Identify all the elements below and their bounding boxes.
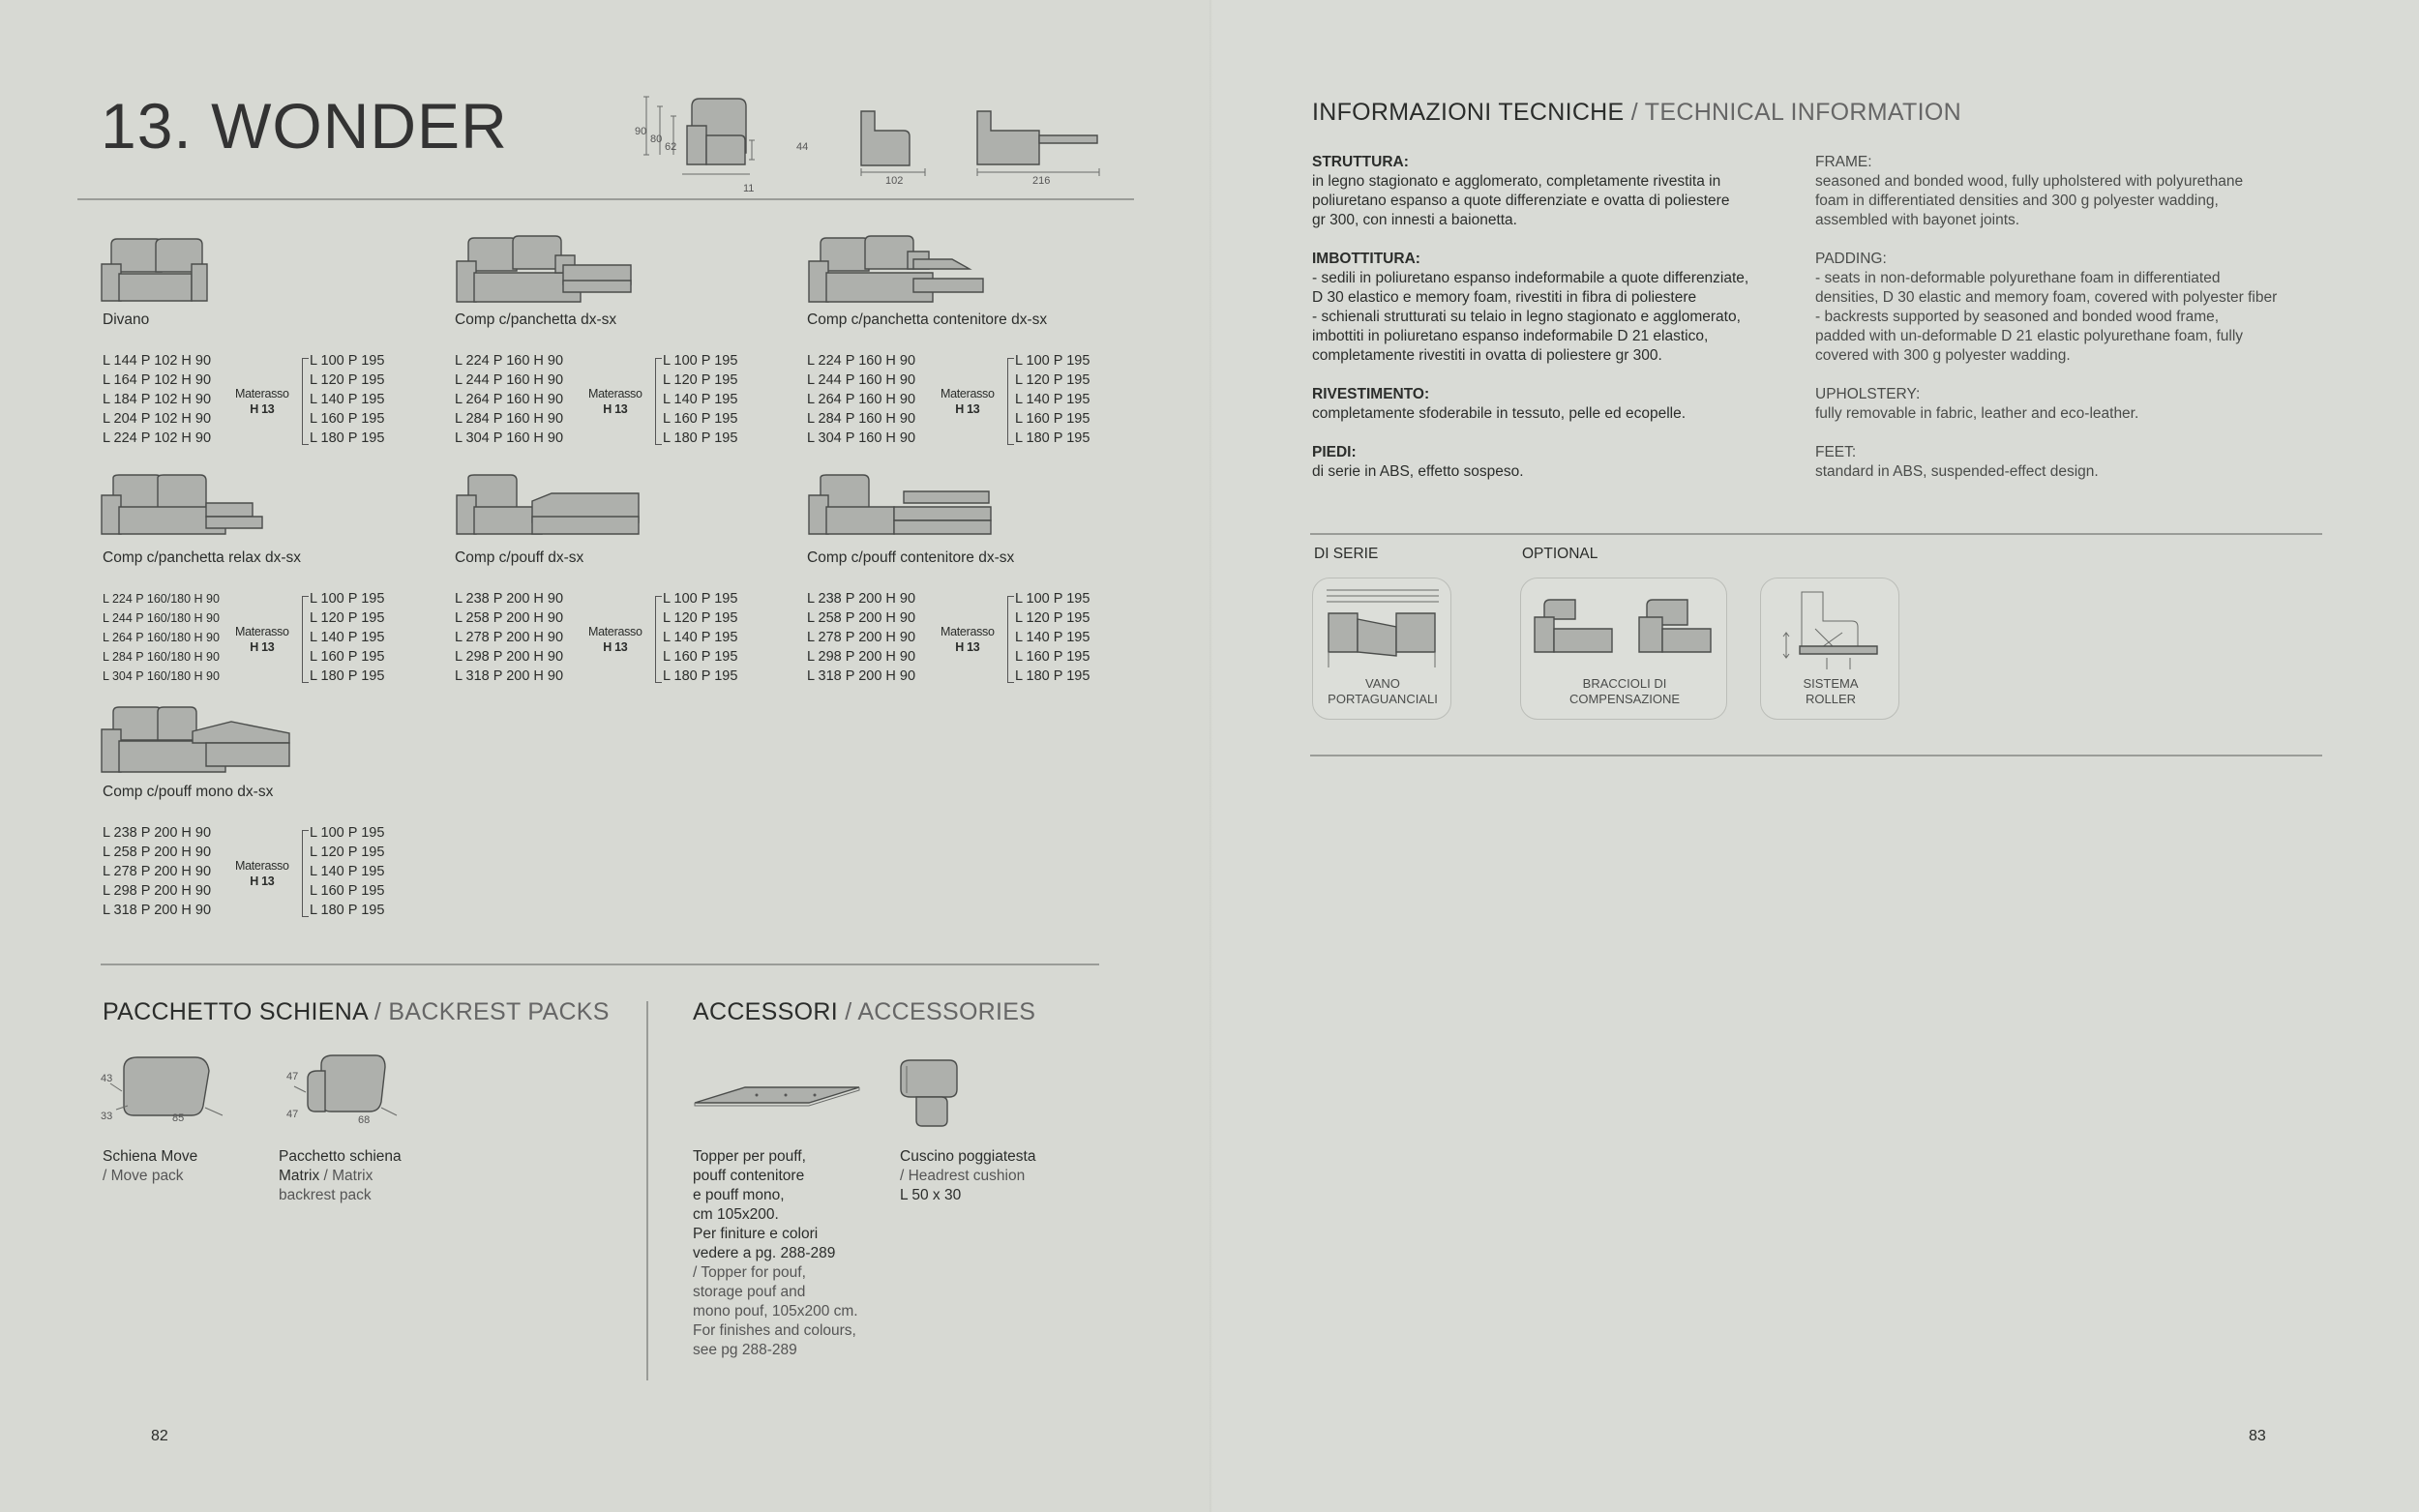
- label-en: / Headrest cushion: [900, 1168, 1026, 1184]
- dim-row: L 298 P 200 H 90: [807, 649, 916, 665]
- piedi-heading: PIEDI:: [1312, 444, 1357, 460]
- size-row: L 100 P 195: [663, 591, 738, 607]
- divano-icon: [100, 235, 216, 303]
- topper-drawing: [689, 1074, 863, 1122]
- compensation-armrests-icon: [1531, 588, 1718, 666]
- struttura-heading: STRUTTURA:: [1312, 154, 1409, 170]
- divano-dimensions: [103, 351, 211, 448]
- text-line: in legno stagionato e agglomerato, completamente rivestita in: [1312, 173, 1721, 190]
- dim-row: L 244 P 160 H 90: [807, 372, 916, 388]
- dim-row: L 284 P 160 H 90: [807, 411, 916, 427]
- label-en: / Matrix: [319, 1168, 373, 1184]
- product-title: 13. WONDER: [101, 90, 508, 162]
- config-name: Divano: [103, 311, 150, 328]
- size-row: L 140 P 195: [663, 630, 738, 645]
- dim-w2: 216: [1032, 175, 1051, 187]
- text-line: - sedili in poliuretano espanso indeformabile a quote differenziate,: [1312, 270, 1749, 286]
- dim-row: L 318 P 200 H 90: [807, 668, 916, 684]
- text-line: completamente sfoderabile in tessuto, pelle ed ecopelle.: [1312, 405, 1687, 422]
- dim-row: L 284 P 160 H 90: [455, 411, 564, 427]
- dim-row: L 278 P 200 H 90: [103, 864, 212, 879]
- dim-row: L 244 P 160/180 H 90: [103, 611, 220, 625]
- size-row: L 160 P 195: [1015, 649, 1090, 665]
- mattress-sizes: [1015, 351, 1090, 448]
- mattress-sizes: [310, 589, 384, 686]
- text-line: imbottiti in poliuretano espanso indeformabile D 21 elastico,: [1312, 328, 1709, 344]
- di-serie-label: DI SERIE: [1314, 546, 1379, 562]
- size-row: L 120 P 195: [310, 372, 385, 388]
- config-name: Comp c/panchetta contenitore dx-sx: [807, 311, 1048, 328]
- size-row: L 140 P 195: [310, 864, 385, 879]
- section-divider: [101, 964, 1099, 965]
- option-line: VANO: [1365, 676, 1400, 691]
- materasso-height: H 13: [250, 402, 275, 416]
- size-row: L 180 P 195: [310, 668, 385, 684]
- size-row: L 160 P 195: [663, 649, 738, 665]
- materasso-label: [588, 386, 642, 417]
- label-it: pouff contenitore: [693, 1168, 805, 1184]
- label-en: / Topper for pouf,: [693, 1264, 806, 1281]
- text-line: standard in ABS, suspended-effect design.: [1815, 463, 2099, 480]
- mattress-sizes: [310, 351, 384, 448]
- label-en: storage pouf and: [693, 1284, 806, 1300]
- option-line: COMPENSAZIONE: [1568, 692, 1681, 706]
- materasso-height: H 13: [603, 640, 628, 654]
- dim-row: L 244 P 160 H 90: [455, 372, 564, 388]
- materasso-label: [235, 858, 289, 889]
- backrest-subtitle: / BACKREST PACKS: [373, 998, 610, 1025]
- label-en: mono pouf, 105x200 cm.: [693, 1303, 858, 1319]
- size-row: L 160 P 195: [310, 649, 385, 665]
- pouff-mono-icon: [100, 706, 293, 774]
- page-number: 83: [2249, 1428, 2266, 1444]
- dim-w1: 102: [885, 175, 904, 187]
- frame-heading: FRAME:: [1815, 154, 1872, 170]
- dim-row: L 224 P 160/180 H 90: [103, 592, 220, 606]
- config-name: Comp c/panchetta relax dx-sx: [103, 549, 302, 566]
- right-page: [1210, 0, 2419, 1512]
- size-row: L 140 P 195: [310, 392, 385, 407]
- size-row: L 180 P 195: [663, 430, 738, 446]
- materasso-text: Materasso: [588, 625, 642, 638]
- dim-row: L 204 P 102 H 90: [103, 411, 212, 427]
- dim-row: L 224 P 160 H 90: [455, 353, 564, 369]
- dim-row: L 304 P 160/180 H 90: [103, 669, 220, 683]
- upholstery-heading: UPHOLSTERY:: [1815, 386, 1921, 402]
- page-number: 82: [151, 1428, 168, 1444]
- materasso-label: [941, 624, 995, 655]
- size-row: L 160 P 195: [310, 411, 385, 427]
- dim-row: L 298 P 200 H 90: [103, 883, 212, 899]
- dim-seat: 44: [796, 141, 809, 153]
- panchetta-relax-dimensions: [103, 589, 220, 686]
- accessories-subtitle: / ACCESSORIES: [845, 998, 1036, 1025]
- side-view-drawing: [861, 111, 925, 176]
- size-row: L 140 P 195: [1015, 392, 1090, 407]
- size-row: L 120 P 195: [663, 372, 738, 388]
- size-row: L 160 P 195: [663, 411, 738, 427]
- header-dimension-drawings: [629, 87, 1113, 198]
- size-row: L 140 P 195: [1015, 630, 1090, 645]
- bracket: [1007, 358, 1014, 445]
- bracket: [302, 830, 309, 917]
- option-line: SISTEMA: [1803, 676, 1859, 691]
- label-it: Cuscino poggiatesta: [900, 1148, 1036, 1165]
- pillow-compartment-icon: [1323, 584, 1443, 671]
- text-line: densities, D 30 elastic and memory foam, covered with polyester fiber: [1815, 289, 2278, 306]
- bracket: [655, 596, 662, 683]
- label-it: Matrix: [279, 1168, 320, 1184]
- option-sistema-roller: [1760, 578, 1899, 720]
- materasso-text: Materasso: [235, 387, 289, 400]
- option-vano-portaguanciali: [1312, 578, 1451, 720]
- matrix-pack-label: [279, 1147, 402, 1205]
- dim: 33: [101, 1111, 113, 1122]
- materasso-label: [588, 624, 642, 655]
- dim-row: L 264 P 160 H 90: [807, 392, 916, 407]
- size-row: L 100 P 195: [310, 591, 385, 607]
- dim-row: L 298 P 200 H 90: [455, 649, 564, 665]
- materasso-text: Materasso: [941, 625, 995, 638]
- text-line: seasoned and bonded wood, fully upholstered with polyurethane: [1815, 173, 2244, 190]
- dim-row: L 264 P 160 H 90: [455, 392, 564, 407]
- config-name: Comp c/pouff contenitore dx-sx: [807, 549, 1015, 566]
- backrest-section-title: [103, 998, 610, 1026]
- dim: 47: [286, 1071, 299, 1082]
- materasso-height: H 13: [955, 402, 980, 416]
- mattress-sizes: [663, 351, 737, 448]
- pouff-mono-dimensions: [103, 823, 211, 920]
- padding-heading: PADDING:: [1815, 251, 1887, 267]
- size-row: L 180 P 195: [1015, 668, 1090, 684]
- dim-row: L 258 P 200 H 90: [455, 610, 564, 626]
- dim-row: L 238 P 200 H 90: [103, 825, 212, 841]
- dim: 43: [101, 1073, 113, 1084]
- materasso-label: [235, 386, 289, 417]
- dim-row: L 224 P 102 H 90: [103, 430, 212, 446]
- materasso-text: Materasso: [588, 387, 642, 400]
- options-divider-top: [1310, 533, 2322, 535]
- tech-info-english: [1815, 153, 2318, 482]
- mattress-sizes: [663, 589, 737, 686]
- size-row: L 100 P 195: [1015, 591, 1090, 607]
- label-it: Pacchetto schiena: [279, 1148, 402, 1165]
- topper-label: [693, 1147, 858, 1360]
- pouff-contenitore-dimensions: [807, 589, 915, 686]
- size-row: L 140 P 195: [663, 392, 738, 407]
- text-line: padded with un-deformable D 21 elastic polyurethane foam, fully: [1815, 328, 2244, 344]
- options-divider-bottom: [1310, 755, 2322, 756]
- backrest-title: PACCHETTO SCHIENA: [103, 998, 368, 1025]
- size-row: L 100 P 195: [310, 825, 385, 841]
- pouff-contenitore-icon: [807, 474, 996, 537]
- text-line: - schienali strutturati su telaio in legno stagionato e agglomerato,: [1312, 309, 1741, 325]
- config-name: Comp c/pouff dx-sx: [455, 549, 584, 566]
- size-row: L 140 P 195: [310, 630, 385, 645]
- option-label: [1761, 676, 1900, 707]
- text-line: fully removable in fabric, leather and eco-leather.: [1815, 405, 2139, 422]
- dim-h2: 80: [650, 133, 663, 145]
- pouff-icon: [455, 474, 643, 537]
- dim-row: L 184 P 102 H 90: [103, 392, 212, 407]
- dim-row: L 278 P 200 H 90: [807, 630, 916, 645]
- option-line: ROLLER: [1805, 692, 1857, 706]
- bed-open-view-drawing: [977, 111, 1099, 176]
- config-name: Comp c/panchetta dx-sx: [455, 311, 617, 328]
- label-it: Topper per pouff,: [693, 1148, 806, 1165]
- tech-title: INFORMAZIONI TECNICHE: [1312, 99, 1625, 126]
- bracket: [1007, 596, 1014, 683]
- bracket: [302, 358, 309, 445]
- panchetta-relax-icon: [100, 474, 264, 537]
- mattress-sizes: [310, 823, 384, 920]
- dim-row: L 318 P 200 H 90: [455, 668, 564, 684]
- materasso-label: [235, 624, 289, 655]
- size-row: L 120 P 195: [310, 610, 385, 626]
- size-row: L 180 P 195: [310, 430, 385, 446]
- dim-h3: 62: [665, 141, 677, 153]
- size-row: L 100 P 195: [310, 353, 385, 369]
- bracket: [302, 596, 309, 683]
- config-name: Comp c/pouff mono dx-sx: [103, 784, 274, 800]
- tech-subtitle: / TECHNICAL INFORMATION: [1630, 99, 1961, 126]
- panchetta-contenitore-dimensions: [807, 351, 915, 448]
- label-it: e pouff mono,: [693, 1187, 785, 1203]
- optional-label: OPTIONAL: [1522, 546, 1598, 562]
- dim-row: L 144 P 102 H 90: [103, 353, 212, 369]
- label-it: Schiena Move: [103, 1148, 198, 1165]
- roller-system-icon: [1773, 584, 1889, 671]
- size-row: L 100 P 195: [663, 353, 738, 369]
- move-pack-label: [103, 1147, 197, 1186]
- vertical-divider: [646, 1001, 648, 1380]
- tech-info-italian: [1312, 153, 1806, 482]
- size-row: L 120 P 195: [1015, 610, 1090, 626]
- dim: 85: [172, 1112, 185, 1124]
- text-line: - backrests supported by seasoned and bonded wood frame,: [1815, 309, 2220, 325]
- label-it: cm 105x200.: [693, 1206, 779, 1223]
- size-row: L 160 P 195: [1015, 411, 1090, 427]
- dim-row: L 224 P 160 H 90: [807, 353, 916, 369]
- materasso-height: H 13: [603, 402, 628, 416]
- dim-row: L 258 P 200 H 90: [807, 610, 916, 626]
- dim-row: L 304 P 160 H 90: [455, 430, 564, 446]
- size-row: L 120 P 195: [1015, 372, 1090, 388]
- dim-depth: 11: [743, 183, 755, 194]
- header-divider: [77, 198, 1134, 200]
- text-line: foam in differentiated densities and 300 g polyester wadding,: [1815, 193, 2219, 209]
- text-line: poliuretano espanso a quote differenziate e ovatta di poliestere: [1312, 193, 1730, 209]
- accessories-title: ACCESSORI: [693, 998, 838, 1025]
- text-line: D 30 elastico e memory foam, rivestiti in fibra di poliestere: [1312, 289, 1697, 306]
- tech-info-title: [1312, 99, 1961, 127]
- feet-heading: FEET:: [1815, 444, 1857, 460]
- rivestimento-heading: RIVESTIMENTO:: [1312, 386, 1430, 402]
- dim-row: L 284 P 160/180 H 90: [103, 650, 220, 664]
- size-row: L 180 P 195: [663, 668, 738, 684]
- text-line: di serie in ABS, effetto sospeso.: [1312, 463, 1524, 480]
- dim-row: L 264 P 160/180 H 90: [103, 631, 220, 644]
- headrest-cushion-drawing: [895, 1056, 972, 1134]
- dim-row: L 304 P 160 H 90: [807, 430, 916, 446]
- panchetta-dimensions: [455, 351, 563, 448]
- matrix-pack-drawing: [281, 1050, 402, 1127]
- size-row: L 120 P 195: [663, 610, 738, 626]
- size-row: L 180 P 195: [310, 903, 385, 918]
- pouff-dimensions: [455, 589, 563, 686]
- dim-row: L 238 P 200 H 90: [455, 591, 564, 607]
- text-line: - seats in non-deformable polyurethane foam in differentiated: [1815, 270, 2221, 286]
- label-it: vedere a pg. 288-289: [693, 1245, 836, 1261]
- panchetta-contenitore-icon: [807, 232, 991, 305]
- bracket: [655, 358, 662, 445]
- materasso-text: Materasso: [235, 859, 289, 873]
- label-en: backrest pack: [279, 1187, 372, 1203]
- label-it: Per finiture e colori: [693, 1226, 819, 1242]
- size-row: L 160 P 195: [310, 883, 385, 899]
- materasso-height: H 13: [955, 640, 980, 654]
- label-en: For finishes and colours,: [693, 1322, 856, 1339]
- text-line: assembled with bayonet joints.: [1815, 212, 2020, 228]
- label-dim: L 50 x 30: [900, 1187, 962, 1203]
- option-braccioli-compensazione: [1520, 578, 1727, 720]
- option-line: PORTAGUANCIALI: [1328, 692, 1438, 706]
- dim: 47: [286, 1109, 299, 1120]
- materasso-text: Materasso: [235, 625, 289, 638]
- option-label: [1313, 676, 1452, 707]
- option-line: BRACCIOLI DI: [1582, 676, 1667, 691]
- panchetta-icon: [455, 232, 639, 305]
- dim-row: L 318 P 200 H 90: [103, 903, 212, 918]
- dim-row: L 164 P 102 H 90: [103, 372, 212, 388]
- materasso-height: H 13: [250, 640, 275, 654]
- text-line: gr 300, con innesti a baionetta.: [1312, 212, 1517, 228]
- size-row: L 180 P 195: [1015, 430, 1090, 446]
- dim-row: L 238 P 200 H 90: [807, 591, 916, 607]
- move-pack-drawing: [97, 1050, 227, 1127]
- label-en: see pg 288-289: [693, 1342, 797, 1358]
- mattress-sizes: [1015, 589, 1090, 686]
- imbottitura-heading: IMBOTTITURA:: [1312, 251, 1420, 267]
- accessories-section-title: [693, 998, 1035, 1026]
- text-line: covered with 300 g polyester wadding.: [1815, 347, 2071, 364]
- dim-h1: 90: [635, 126, 647, 137]
- dim: 68: [358, 1114, 371, 1126]
- dim-row: L 278 P 200 H 90: [455, 630, 564, 645]
- materasso-text: Materasso: [941, 387, 995, 400]
- option-label: [1521, 676, 1728, 707]
- size-row: L 120 P 195: [310, 845, 385, 860]
- size-row: L 100 P 195: [1015, 353, 1090, 369]
- label-en: / Move pack: [103, 1168, 184, 1184]
- text-line: completamente rivestiti in ovatta di poliestere gr 300.: [1312, 347, 1662, 364]
- materasso-height: H 13: [250, 875, 275, 888]
- materasso-label: [941, 386, 995, 417]
- headrest-cushion-label: [900, 1147, 1035, 1205]
- dim-row: L 258 P 200 H 90: [103, 845, 212, 860]
